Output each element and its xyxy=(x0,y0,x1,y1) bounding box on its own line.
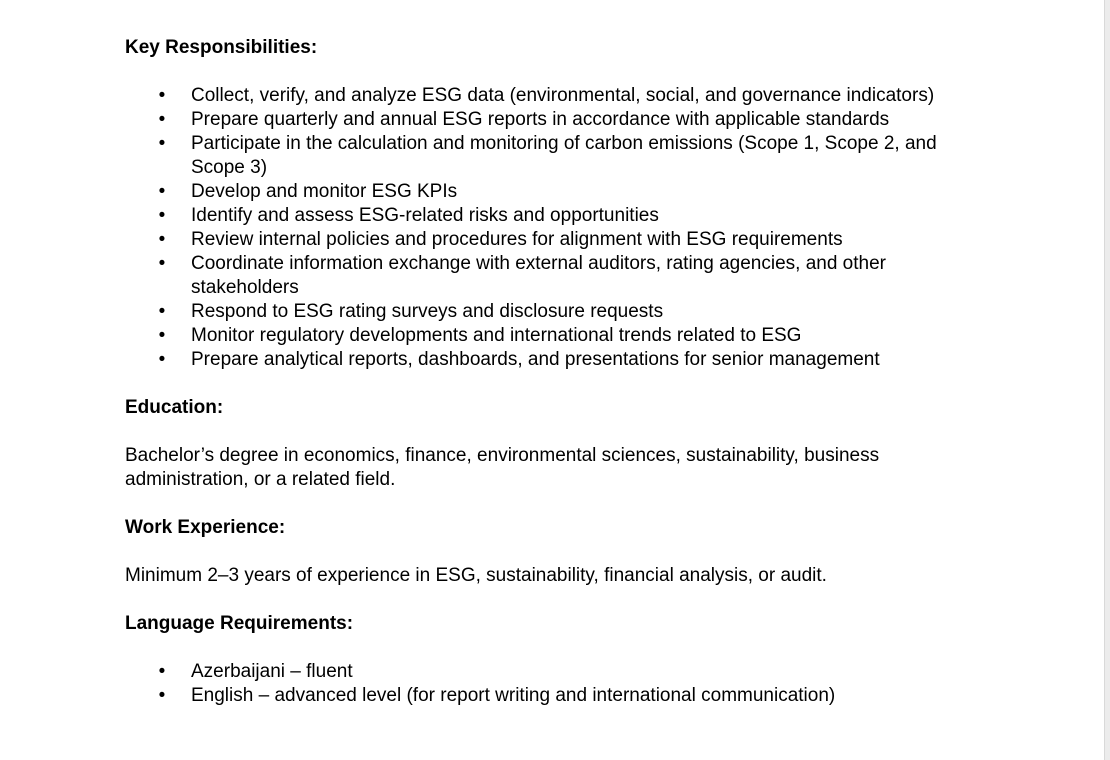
responsibilities-heading: Key Responsibilities: xyxy=(125,37,318,58)
list-item xyxy=(125,252,987,300)
list-item xyxy=(125,228,987,252)
list-item xyxy=(125,84,987,108)
experience-heading: Work Experience: xyxy=(125,517,286,538)
languages-heading: Language Requirements: xyxy=(125,613,354,634)
list-item-text: Prepare quarterly and annual ESG reports in accordance with applicable standards xyxy=(191,109,890,130)
bullet-icon: • xyxy=(158,205,166,226)
list-item xyxy=(125,204,987,228)
bullet-icon: • xyxy=(158,685,166,706)
list-item-text: Review internal policies and procedures for alignment with ESG requirements xyxy=(191,229,843,250)
bullet-icon: • xyxy=(158,85,166,106)
list-item xyxy=(125,180,987,204)
education-heading: Education: xyxy=(125,397,224,418)
list-item xyxy=(125,132,987,180)
list-item-text: Prepare analytical reports, dashboards, and presentations for senior management xyxy=(191,349,880,370)
responsibilities-list xyxy=(125,84,1025,372)
list-item xyxy=(125,300,987,324)
list-item xyxy=(125,348,987,372)
document-content xyxy=(125,36,1025,708)
bullet-icon: • xyxy=(158,133,166,154)
languages-list xyxy=(125,660,1025,708)
list-item-text: Monitor regulatory developments and international trends related to ESG xyxy=(191,325,802,346)
list-item-text: Identify and assess ESG-related risks and opportunities xyxy=(191,205,659,226)
list-item-text: Collect, verify, and analyze ESG data (environmental, social, and governance indicators) xyxy=(191,85,935,106)
experience-text: Minimum 2–3 years of experience in ESG, sustainability, financial analysis, or audit. xyxy=(125,565,827,586)
bullet-icon: • xyxy=(158,109,166,130)
list-item-text: Azerbaijani – fluent xyxy=(191,661,353,682)
list-item xyxy=(125,660,987,684)
list-item xyxy=(125,108,987,132)
bullet-icon: • xyxy=(158,301,166,322)
list-item-text: Coordinate information exchange with external auditors, rating agencies, and other stakeholders xyxy=(191,253,886,298)
bullet-icon: • xyxy=(158,229,166,250)
list-item-text: Respond to ESG rating surveys and disclosure requests xyxy=(191,301,664,322)
bullet-icon: • xyxy=(158,349,166,370)
bullet-icon: • xyxy=(158,253,166,274)
education-text: Bachelor’s degree in economics, finance, environmental sciences, sustainability, business administration, or a related field. xyxy=(125,445,880,490)
bullet-icon: • xyxy=(158,325,166,346)
list-item-text: Participate in the calculation and monitoring of carbon emissions (Scope 1, Scope 2, and Scope 3) xyxy=(191,133,937,178)
page-edge-shadow xyxy=(1104,0,1110,760)
list-item xyxy=(125,684,987,708)
bullet-icon: • xyxy=(158,661,166,682)
list-item-text: English – advanced level (for report writing and international communication) xyxy=(191,685,836,706)
bullet-icon: • xyxy=(158,181,166,202)
list-item-text: Develop and monitor ESG KPIs xyxy=(191,181,458,202)
list-item xyxy=(125,324,987,348)
